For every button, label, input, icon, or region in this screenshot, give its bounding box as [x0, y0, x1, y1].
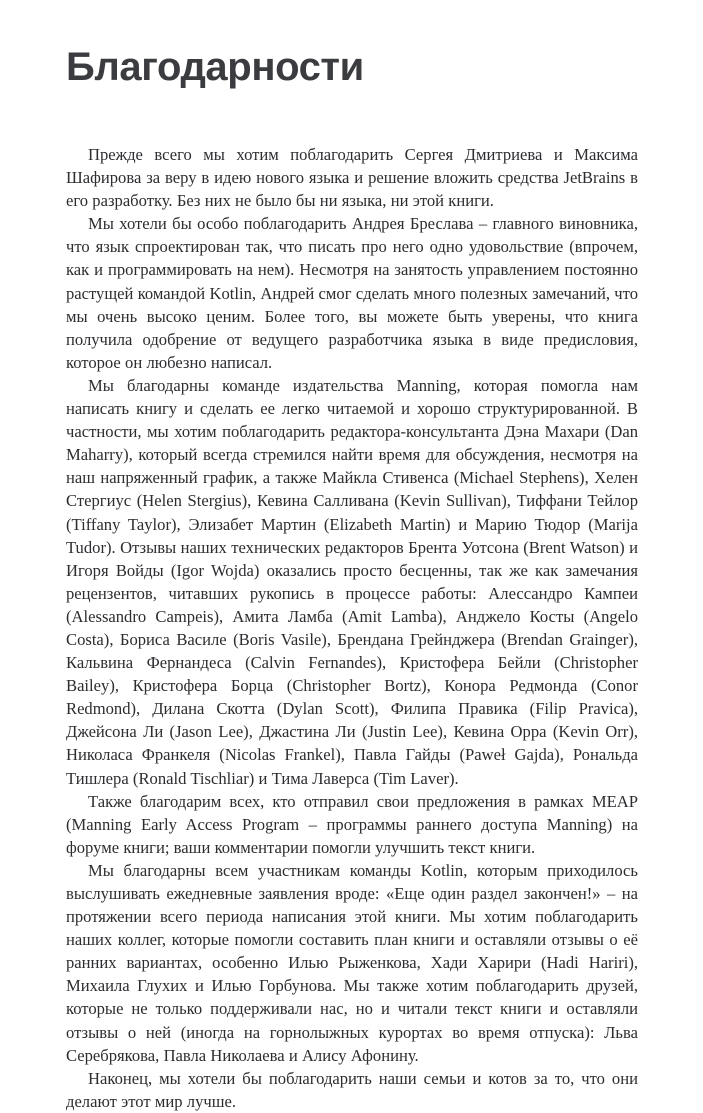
- paragraph: Мы благодарны команде издательства Manning, которая помогла нам написать книгу и сделать ее легко читаемой и хорошо структурированной. В частности, мы хотим поблагодарить редактора-консультанта Дэна Махари (Dan Maharry), который всегда стремился найти время для обсуждения, несмотря на наш напряженный график, а также Майкла Стивенса (Michael Stephens), Хелен Стергиус (Helen Stergius), Кевина Салливана (Kevin Sullivan), Тиффани Тейлор (Tiffany Taylor), Элизабет Мартин (Elizabeth Martin) и Марию Тюдор (Marija Tudor). Отзывы наших технических редакторов Брента Уотсона (Brent Watson) и Игоря Войды (Igor Wojda) оказались просто бесценны, так же как замечания рецензентов, читавших рукопись в процессе работы: Алессандро Кампеи (Alessandro Campeis), Амита Ламба (Amit Lamba), Анджело Косты (Angelo Costa), Бориса Василе (Boris Vasile), Брендана Грейнджера (Brendan Grainger), Кальвина Фернандеса (Calvin Fernandes), Кристофера Бейли (Christopher Bailey), Кристофера Борца (Christopher Bortz), Конора Редмонда (Conor Redmond), Дилана Скотта (Dylan Scott), Филипа Правика (Filip Pravica), Джейсона Ли (Jason Lee), Джастина Ли (Justin Lee), Кевина Орра (Kevin Orr), Николаса Франкеля (Nicolas Frankel), Павла Гайды (Paweł Gajda), Рональда Тишлера (Ronald Tischliar) и Тима Лаверса (Tim Laver).: [66, 375, 638, 788]
- paragraph: Прежде всего мы хотим поблагодарить Сергея Дмитриева и Максима Шафирова за веру в идею нового языка и решение вложить средства JetBrains в его разработку. Без них не было бы ни языка, ни этой книги.: [66, 145, 638, 211]
- body-text: [66, 90, 638, 1113]
- paragraph: Наконец, мы хотели бы поблагодарить наши семьи и котов за то, что они делают этот мир лучше.: [66, 1068, 638, 1111]
- paragraph: Мы благодарны всем участникам команды Kotlin, которым приходилось выслушивать ежедневные заявления вроде: «Еще один раздел закончен!» – на протяжении всего периода написания этой книги. Мы хотим поблагодарить наших коллег, которые помогли составить план книги и оставляли отзывы о её ранних вариантах, особенно Илью Рыженкова, Хади Харири (Hadi Hariri), Михаила Глухих и Илью Горбунова. Мы также хотим поблагодарить друзей, которые не только поддерживали нас, но и читали текст книги и оставляли отзывы о ней (иногда на горнолыжных курортах во время отпуска): Льва Серебрякова, Павла Николаева и Алису Афонину.: [66, 860, 638, 1065]
- paragraph: Также благодарим всех, кто отправил свои предложения в рамках MEAP (Manning Early Access Program – программы раннего доступа Manning) на форуме книги; ваши комментарии помогли улучшить текст книги.: [66, 791, 638, 857]
- page-title: Благодарности: [66, 45, 364, 89]
- page-content: [66, 0, 638, 1113]
- paragraph: Мы хотели бы особо поблагодарить Андрея Бреслава – главного виновника, что язык спроектирован так, что писать про него одно удовольствие (впрочем, как и программировать на нем). Несмотря на занятость управлением постоянно растущей командой Kotlin, Андрей смог сделать много полезных замечаний, что мы очень высоко ценим. Более того, вы можете быть уверены, что книга получила одобрение от ведущего разработчика языка в виде предисловия, которое он любезно написал.: [66, 214, 638, 372]
